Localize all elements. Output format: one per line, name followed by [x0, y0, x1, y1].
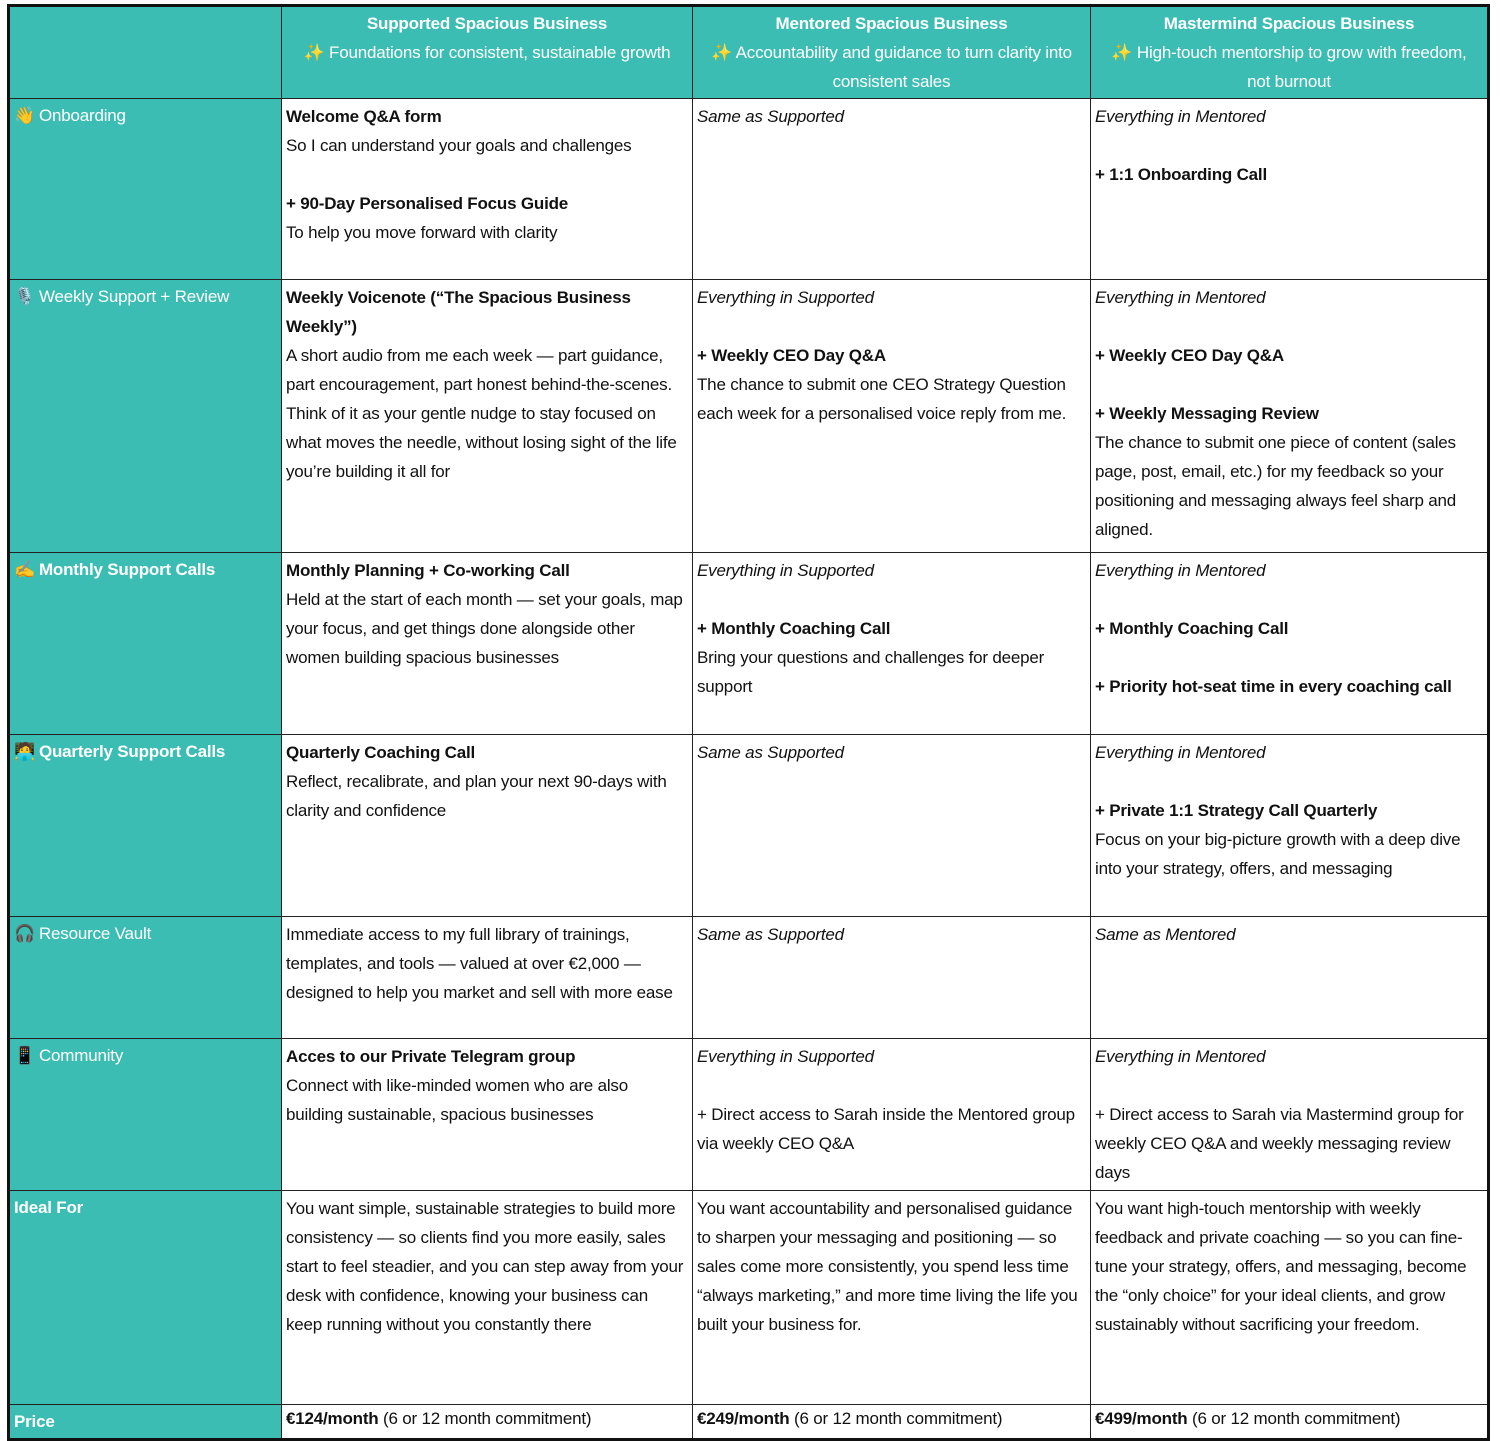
feature-row [9, 1039, 1489, 1191]
price-note: (6 or 12 month commitment) [383, 1409, 592, 1428]
row-label [9, 1039, 282, 1191]
feature-cell [693, 1039, 1091, 1191]
feature-text [286, 160, 688, 189]
feature-heading: Quarterly Coaching Call [286, 743, 476, 762]
feature-heading: + Monthly Coaching Call [1095, 619, 1289, 638]
feature-cell [693, 99, 1091, 280]
feature-text [1095, 767, 1483, 796]
feature-text [697, 1071, 1086, 1100]
row-label-text: Price [14, 1412, 55, 1431]
row-label [9, 1191, 282, 1405]
feature-text: Focus on your big-picture growth with a deep dive into your strategy, offers, and messaging [1095, 830, 1461, 878]
feature-heading: Welcome Q&A form [286, 107, 442, 126]
inheritance-note: Everything in Mentored [1095, 743, 1266, 762]
corner-cell [9, 6, 282, 99]
feature-row [9, 917, 1489, 1039]
feature-cell [693, 553, 1091, 735]
row-label-text: Ideal For [14, 1198, 84, 1217]
inheritance-note: Everything in Mentored [1095, 1047, 1266, 1066]
price-row [9, 1405, 1489, 1440]
tier-subtitle: ✨ Foundations for consistent, sustainable growth [303, 43, 671, 62]
feature-text [1095, 370, 1483, 399]
headphones-icon: 🎧 [14, 924, 35, 943]
inheritance-note: Everything in Mentored [1095, 107, 1266, 126]
feature-cell [282, 280, 693, 553]
feature-cell [1091, 735, 1489, 917]
inheritance-note: Same as Supported [697, 107, 844, 126]
tier-title: Supported Spacious Business [366, 14, 608, 33]
feature-text [1095, 585, 1483, 614]
feature-text [1095, 312, 1483, 341]
feature-heading: Monthly Planning + Co-working Call [286, 561, 570, 580]
row-label [9, 917, 282, 1039]
inheritance-note: Everything in Supported [697, 288, 874, 307]
inheritance-note: Everything in Supported [697, 561, 874, 580]
feature-text: The chance to submit one CEO Strategy Question each week for a personalised voice reply from me. [697, 375, 1067, 423]
price-cell [282, 1405, 693, 1440]
inheritance-note: Everything in Mentored [1095, 288, 1266, 307]
feature-text: You want high-touch mentorship with weekly feedback and private coaching — so you can fine-tune your strategy, offers, and messaging, become the “only choice” for your ideal clients, and grow sustainably without sacrificing your freedom. [1095, 1199, 1467, 1334]
price-cell [693, 1405, 1091, 1440]
inheritance-note: Same as Supported [697, 743, 844, 762]
feature-cell [282, 1191, 693, 1405]
feature-text [697, 585, 1086, 614]
feature-cell [693, 280, 1091, 553]
feature-text [697, 312, 1086, 341]
feature-row [9, 280, 1489, 553]
feature-text: The chance to submit one piece of content (sales page, post, email, etc.) for my feedback so your positioning and messaging always feel sharp and aligned. [1095, 433, 1457, 539]
feature-row [9, 1191, 1489, 1405]
price-note: (6 or 12 month commitment) [794, 1409, 1003, 1428]
feature-row [9, 735, 1489, 917]
column-header-supported [282, 6, 693, 99]
row-label-text: Monthly Support Calls [38, 560, 216, 579]
feature-text: A short audio from me each week — part guidance, part encouragement, part honest behind-the-scenes. [286, 346, 672, 394]
feature-cell [1091, 99, 1489, 280]
feature-heading: Weekly Voicenote (“The Spacious Business Weekly”) [286, 288, 631, 336]
technologist-icon: 🧑‍💻 [14, 742, 35, 761]
waving-hand-icon: 👋 [14, 106, 35, 125]
row-label-text: Quarterly Support Calls [38, 742, 226, 761]
feature-cell [1091, 280, 1489, 553]
header-row [9, 6, 1489, 99]
feature-cell [1091, 553, 1489, 735]
inheritance-note: Same as Mentored [1095, 925, 1236, 944]
row-label-text: Onboarding [38, 106, 126, 125]
feature-heading: + Weekly CEO Day Q&A [697, 346, 886, 365]
feature-heading: + 90-Day Personalised Focus Guide [286, 194, 569, 213]
price-amount: €499/month [1095, 1409, 1188, 1428]
row-label [9, 280, 282, 553]
column-header-mentored [693, 6, 1091, 99]
price-amount: €249/month [697, 1409, 790, 1428]
feature-cell [282, 917, 693, 1039]
tier-subtitle: ✨ High-touch mentorship to grow with freedom, not burnout [1111, 43, 1467, 91]
feature-text: + Direct access to Sarah inside the Mentored group via weekly CEO Q&A [697, 1105, 1075, 1153]
feature-text [1095, 1071, 1483, 1100]
feature-cell [282, 99, 693, 280]
feature-heading: Acces to our Private Telegram group [286, 1047, 576, 1066]
feature-text: Bring your questions and challenges for deeper support [697, 648, 1045, 696]
feature-text: So I can understand your goals and challenges [286, 136, 632, 155]
feature-heading: + Monthly Coaching Call [697, 619, 891, 638]
pricing-comparison-table [7, 4, 1490, 1441]
feature-row [9, 99, 1489, 280]
feature-cell [282, 1039, 693, 1191]
feature-text: You want accountability and personalised guidance to sharpen your messaging and positioning — so sales come more consistently, you spend less time “always marketing,” and more time living the life you built your business for. [697, 1199, 1078, 1334]
tier-subtitle: ✨ Accountability and guidance to turn clarity into consistent sales [711, 43, 1072, 91]
feature-cell [1091, 917, 1489, 1039]
row-label [9, 553, 282, 735]
feature-cell [1091, 1039, 1489, 1191]
feature-text: Held at the start of each month — set your goals, map your focus, and get things done alongside other women building spacious businesses [286, 590, 683, 667]
price-note: (6 or 12 month commitment) [1192, 1409, 1401, 1428]
feature-text: Immediate access to my full library of trainings, templates, and tools — valued at over €2,000 — designed to help you market and sell with more ease [286, 925, 673, 1002]
row-label-text: Community [38, 1046, 124, 1065]
feature-heading: + Private 1:1 Strategy Call Quarterly [1095, 801, 1378, 820]
mobile-phone-icon: 📱 [14, 1046, 35, 1065]
row-label-text: Resource Vault [38, 924, 152, 943]
feature-cell [1091, 1191, 1489, 1405]
row-label [9, 99, 282, 280]
inheritance-note: Everything in Mentored [1095, 561, 1266, 580]
row-label [9, 1405, 282, 1440]
feature-text [1095, 131, 1483, 160]
inheritance-note: Same as Supported [697, 925, 844, 944]
feature-heading: + Priority hot-seat time in every coaching call [1095, 677, 1452, 696]
feature-cell [693, 917, 1091, 1039]
feature-text: Connect with like-minded women who are also building sustainable, spacious businesses [286, 1076, 628, 1124]
tier-title: Mentored Spacious Business [775, 14, 1008, 33]
feature-heading: + Weekly CEO Day Q&A [1095, 346, 1284, 365]
feature-text: You want simple, sustainable strategies to build more consistency — so clients find you more easily, sales start to feel steadier, and you can step away from your desk with confidence, knowing your business can keep running without you constantly there [286, 1199, 684, 1334]
feature-text: Think of it as your gentle nudge to stay focused on what moves the needle, without losing sight of the life you’re building it all for [286, 404, 677, 481]
feature-cell [282, 553, 693, 735]
feature-text: To help you move forward with clarity [286, 223, 558, 242]
column-header-mastermind [1091, 6, 1489, 99]
tier-title: Mastermind Spacious Business [1163, 14, 1415, 33]
feature-heading: + 1:1 Onboarding Call [1095, 165, 1267, 184]
writing-hand-icon: ✍️ [14, 560, 35, 579]
feature-cell [693, 735, 1091, 917]
feature-cell [282, 735, 693, 917]
price-cell [1091, 1405, 1489, 1440]
microphone-icon: 🎙️ [14, 287, 35, 306]
feature-heading: + Weekly Messaging Review [1095, 404, 1319, 423]
row-label-text: Weekly Support + Review [38, 287, 230, 306]
feature-cell [693, 1191, 1091, 1405]
price-amount: €124/month [286, 1409, 379, 1428]
feature-text [1095, 643, 1483, 672]
feature-row [9, 553, 1489, 735]
feature-text: + Direct access to Sarah via Mastermind group for weekly CEO Q&A and weekly messaging review days [1095, 1105, 1464, 1182]
row-label [9, 735, 282, 917]
inheritance-note: Everything in Supported [697, 1047, 874, 1066]
feature-text: Reflect, recalibrate, and plan your next 90-days with clarity and confidence [286, 772, 667, 820]
